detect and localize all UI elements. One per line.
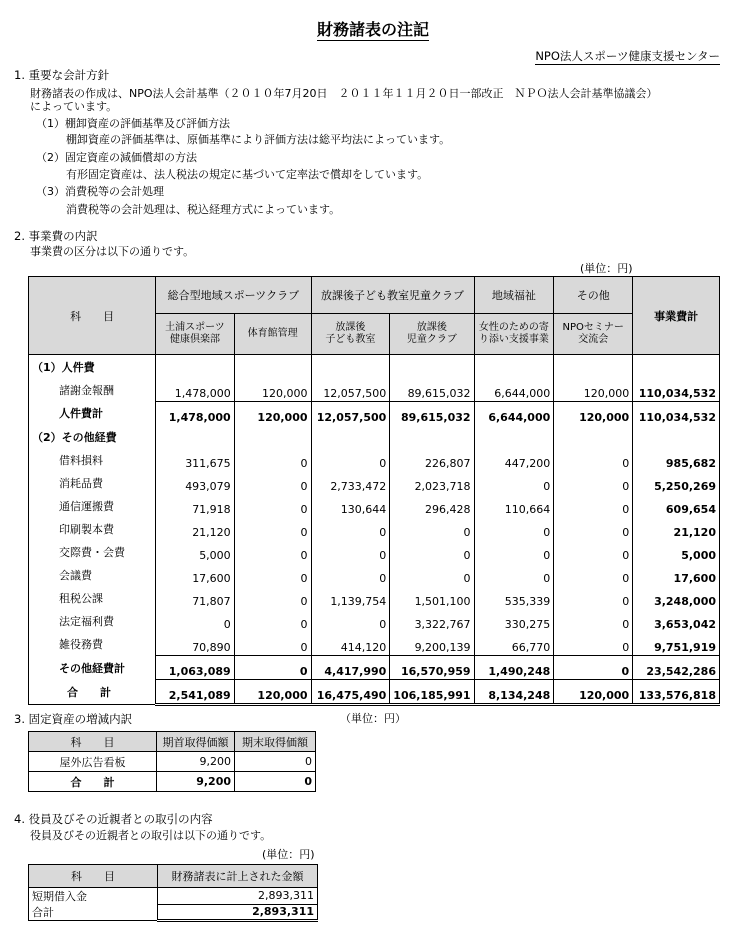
cell-value: 6,644,000 [474,402,554,426]
cell-value [390,355,474,379]
organization-name: NPO法人スポーツ健康支援センター [535,49,720,63]
cell-value: 1,478,000 [156,402,234,426]
fa-total-label: 合 計 [29,772,157,792]
section4-sub: 役員及びその近親者との取引は以下の通りです。 [30,829,272,842]
cell-value: 1,490,248 [474,656,554,680]
header-subject: 科 目 [29,277,156,355]
cell-value: 0 [156,609,234,632]
cell-value: 0 [390,517,474,540]
cell-value: 0 [554,540,633,563]
cell-value: 120,000 [554,378,633,402]
rp-header-amount: 財務諸表に計上された金額 [158,865,318,888]
cell-value: 0 [474,563,554,586]
section1-intro: 財務諸表の作成は、NPO法人会計基準（２０１０年7月20日 ２０１１年１１月２０日一部改正 ＮＰＯ法人会計基準協議会） [30,87,658,100]
cell-value: 0 [234,448,311,471]
cell-value: 0 [234,494,311,517]
cell-value: 296,428 [390,494,474,517]
rp-total-amount: 2,893,311 [158,904,318,921]
policy2-body: 有形固定資産は、法人税法の規定に基づいて定率法で償却をしています。 [66,168,429,181]
cell-value: 0 [554,563,633,586]
cell-value: 0 [554,471,633,494]
cell-value: 0 [234,517,311,540]
row-label: 交際費・会費 [29,540,156,563]
cell-value: 0 [554,609,633,632]
cell-value [633,425,720,448]
cell-value: 493,079 [156,471,234,494]
row-label: 借料損料 [29,448,156,471]
cell-value [474,425,554,448]
cell-value: 1,501,100 [390,586,474,609]
cell-value [311,425,390,448]
row-label: （1）人件費 [29,355,156,379]
policy1-heading: （1）棚卸資産の評価基準及び評価方法 [36,117,230,130]
cell-value: 120,000 [234,378,311,402]
cell-value: 2,541,089 [156,680,234,705]
cell-value: 6,644,000 [474,378,554,402]
cell-value: 330,275 [474,609,554,632]
cell-value [156,355,234,379]
fixed-asset-table [28,731,316,792]
cell-value: 0 [234,632,311,656]
cell-value: 0 [234,563,311,586]
cell-value: 0 [474,517,554,540]
table-row [29,517,720,540]
rp-total-label: 合計 [29,904,158,921]
fa-header-subject: 科 目 [29,732,157,752]
cell-value: 414,120 [311,632,390,656]
cell-value [156,425,234,448]
cell-value: 66,770 [474,632,554,656]
cell-value: 3,322,767 [390,609,474,632]
row-label: （2）その他経費 [29,425,156,448]
cell-value: 0 [311,540,390,563]
cell-value: 0 [234,540,311,563]
cell-value: 0 [554,448,633,471]
section2-sub: 事業費の区分は以下の通りです。 [30,245,195,258]
cell-value: 0 [234,656,311,680]
table-row [29,355,720,379]
section3-heading: 3. 固定資産の増減内訳 [14,712,133,726]
cell-value: 5,000 [156,540,234,563]
cell-value: 447,200 [474,448,554,471]
cell-value: 3,653,042 [633,609,720,632]
cell-value: 120,000 [554,402,633,426]
cell-value: 110,664 [474,494,554,517]
cell-value: 0 [554,586,633,609]
cell-value [633,355,720,379]
fa-total-end: 0 [235,772,316,792]
row-label: 合 計 [29,680,156,705]
cell-value [554,355,633,379]
header-col-npo-seminar: NPOセミナー 交流会 [554,314,633,355]
cell-value: 0 [311,517,390,540]
cell-value: 0 [554,517,633,540]
row-label: 諸謝金報酬 [29,378,156,402]
header-col-kids-club: 放課後 児童クラブ [390,314,474,355]
table-row [29,378,720,402]
cell-value: 120,000 [554,680,633,705]
row-label: 消耗品費 [29,471,156,494]
cell-value: 4,417,990 [311,656,390,680]
header-col-gym: 体育館管理 [234,314,311,355]
section1-intro-cont: によっています。 [30,100,118,113]
cell-value: 5,000 [633,540,720,563]
cell-value: 70,890 [156,632,234,656]
cell-value: 133,576,818 [633,680,720,705]
cell-value: 2,023,718 [390,471,474,494]
row-label: その他経費計 [29,656,156,680]
row-label: 人件費計 [29,402,156,426]
cell-value: 21,120 [633,517,720,540]
header-col-tsuchiura: 土浦スポーツ 健康倶楽部 [156,314,234,355]
table-row [29,632,720,656]
cell-value [474,355,554,379]
section2-heading: 2. 事業費の内訳 [14,229,98,243]
table-row [29,425,720,448]
cell-value: 89,615,032 [390,402,474,426]
cell-value: 5,250,269 [633,471,720,494]
cell-value: 17,600 [156,563,234,586]
fa-total-begin: 9,200 [157,772,235,792]
cell-value: 0 [311,609,390,632]
header-group-welfare: 地域福祉 [474,277,554,314]
fa-row-begin: 9,200 [157,752,235,772]
cell-value: 71,807 [156,586,234,609]
cell-value: 0 [390,540,474,563]
table-row [29,540,720,563]
policy3-body: 消費税等の会計処理は、税込経理方式によっています。 [66,203,341,216]
cell-value: 311,675 [156,448,234,471]
row-label: 通信運搬費 [29,494,156,517]
policy2-heading: （2）固定資産の減価償却の方法 [36,151,197,164]
cell-value: 17,600 [633,563,720,586]
table-row [29,680,720,705]
rp-header-subject: 科 目 [29,865,158,888]
cell-value [234,425,311,448]
cell-value: 23,542,286 [633,656,720,680]
cell-value: 2,733,472 [311,471,390,494]
rp-row-label: 短期借入金 [29,888,158,905]
cell-value: 609,654 [633,494,720,517]
cell-value: 0 [311,448,390,471]
section1-heading: 1. 重要な会計方針 [14,68,110,82]
table-row [29,563,720,586]
cell-value: 535,339 [474,586,554,609]
table-row [29,471,720,494]
cell-value [234,355,311,379]
header-group-after-school: 放課後子ども教室児童クラブ [311,277,474,314]
header-col-women-support: 女性のための寄 り添い支援事業 [474,314,554,355]
cell-value: 0 [474,471,554,494]
cell-value: 130,644 [311,494,390,517]
cell-value: 16,475,490 [311,680,390,705]
table-row [29,402,720,426]
header-group-other: その他 [554,277,633,314]
cell-value [554,425,633,448]
row-label: 法定福利費 [29,609,156,632]
cell-value: 0 [390,563,474,586]
cell-value: 0 [554,632,633,656]
section3-unit: （単位：円） [340,712,406,725]
cell-value: 71,918 [156,494,234,517]
policy1-body: 棚卸資産の評価基準は、原価基準により評価方法は総平均法によっています。 [66,133,451,146]
cell-value: 21,120 [156,517,234,540]
fa-row-end: 0 [235,752,316,772]
table-row [29,609,720,632]
cell-value [311,355,390,379]
cell-value: 110,034,532 [633,378,720,402]
cell-value: 985,682 [633,448,720,471]
cell-value: 0 [311,563,390,586]
row-label: 租税公課 [29,586,156,609]
cell-value: 0 [554,494,633,517]
cell-value: 1,063,089 [156,656,234,680]
row-label: 印刷製本費 [29,517,156,540]
fa-row-label: 屋外広告看板 [29,752,157,772]
cell-value: 0 [474,540,554,563]
cell-value: 9,200,139 [390,632,474,656]
cell-value: 16,570,959 [390,656,474,680]
cell-value: 1,478,000 [156,378,234,402]
section2-unit: (単位：円) [580,262,633,275]
expense-table [28,276,720,706]
related-party-table [28,864,318,922]
cell-value [390,425,474,448]
section4-heading: 4. 役員及びその近親者との取引の内容 [14,812,213,826]
table-row [29,494,720,517]
fa-header-end: 期末取得価額 [235,732,316,752]
cell-value: 226,807 [390,448,474,471]
cell-value: 120,000 [234,402,311,426]
section4-unit: (単位：円) [262,848,315,861]
rp-row-amount: 2,893,311 [158,888,318,905]
cell-value: 12,057,500 [311,402,390,426]
page-title: 財務諸表の注記 [316,20,429,39]
cell-value: 8,134,248 [474,680,554,705]
cell-value: 0 [554,656,633,680]
cell-value: 110,034,532 [633,402,720,426]
header-total: 事業費計 [633,277,720,355]
table-row [29,586,720,609]
fa-header-begin: 期首取得価額 [157,732,235,752]
table-row [29,448,720,471]
table-row [29,656,720,680]
cell-value: 0 [234,586,311,609]
header-group-sports-club: 総合型地域スポーツクラブ [156,277,311,314]
header-col-kids-class: 放課後 子ども教室 [311,314,390,355]
cell-value: 89,615,032 [390,378,474,402]
cell-value: 106,185,991 [390,680,474,705]
cell-value: 3,248,000 [633,586,720,609]
policy3-heading: （3）消費税等の会計処理 [36,185,164,198]
row-label: 会議費 [29,563,156,586]
cell-value: 1,139,754 [311,586,390,609]
cell-value: 12,057,500 [311,378,390,402]
cell-value: 0 [234,609,311,632]
cell-value: 120,000 [234,680,311,705]
cell-value: 9,751,919 [633,632,720,656]
row-label: 雑役務費 [29,632,156,656]
cell-value: 0 [234,471,311,494]
